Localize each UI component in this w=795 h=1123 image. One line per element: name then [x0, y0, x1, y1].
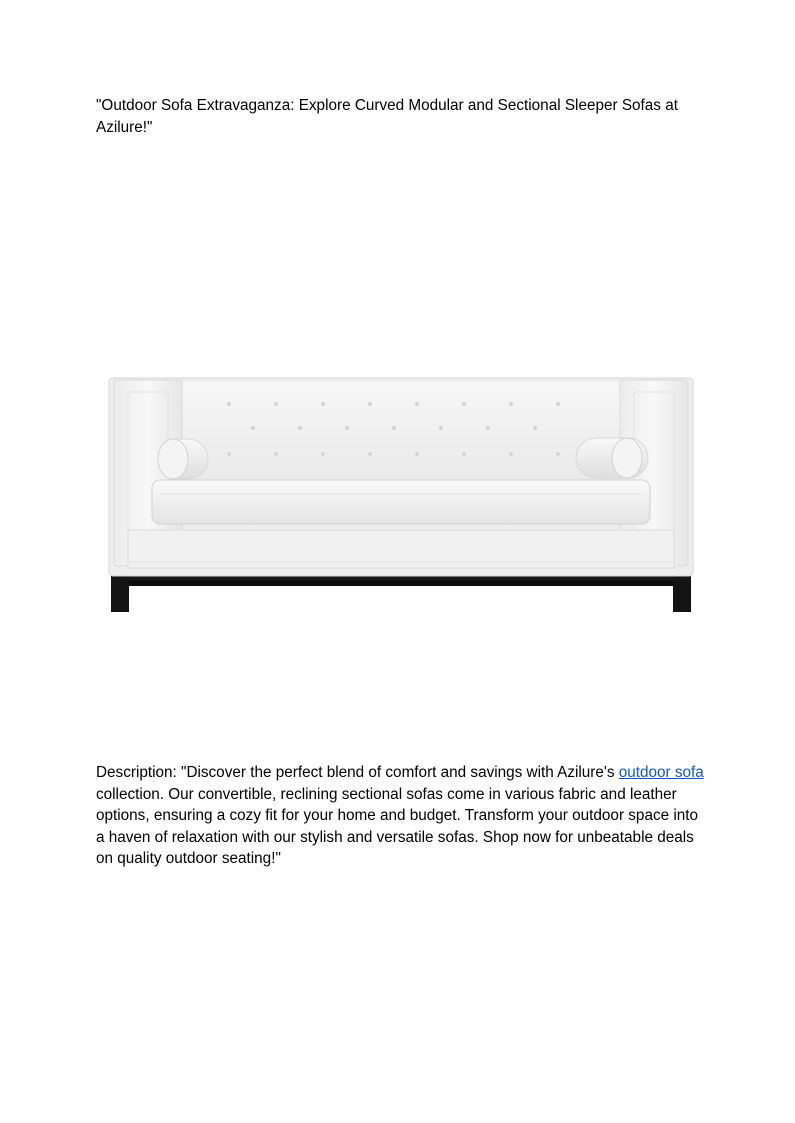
sofa-illustration [106, 372, 696, 617]
description-text-end: collection. Our convertible, reclining sectional sofas come in various fabric and leather options, ensuring a cozy fit for your home and budget. Transform your outdoor space into a haven of relaxation with our stylish and versatile sofas. Shop now for unbeatable deals on quality outdoor seating!" [96, 785, 699, 867]
seat-cushion [152, 480, 650, 524]
page-title: "Outdoor Sofa Extravaganza: Explore Curved Modular and Sectional Sleeper Sofas at Azilure!" [96, 97, 678, 136]
sofa-product-image [106, 372, 696, 617]
sofa-base [111, 572, 691, 612]
left-bolster-pillow [158, 439, 208, 479]
description-text-start: Description: "Discover the perfect blend of comfort and savings with Azilure's [96, 764, 619, 781]
right-bolster-pillow [576, 438, 648, 478]
outdoor-sofa-link[interactable]: outdoor sofa [618, 764, 704, 781]
sofa-back [182, 382, 620, 486]
product-description [96, 762, 706, 870]
